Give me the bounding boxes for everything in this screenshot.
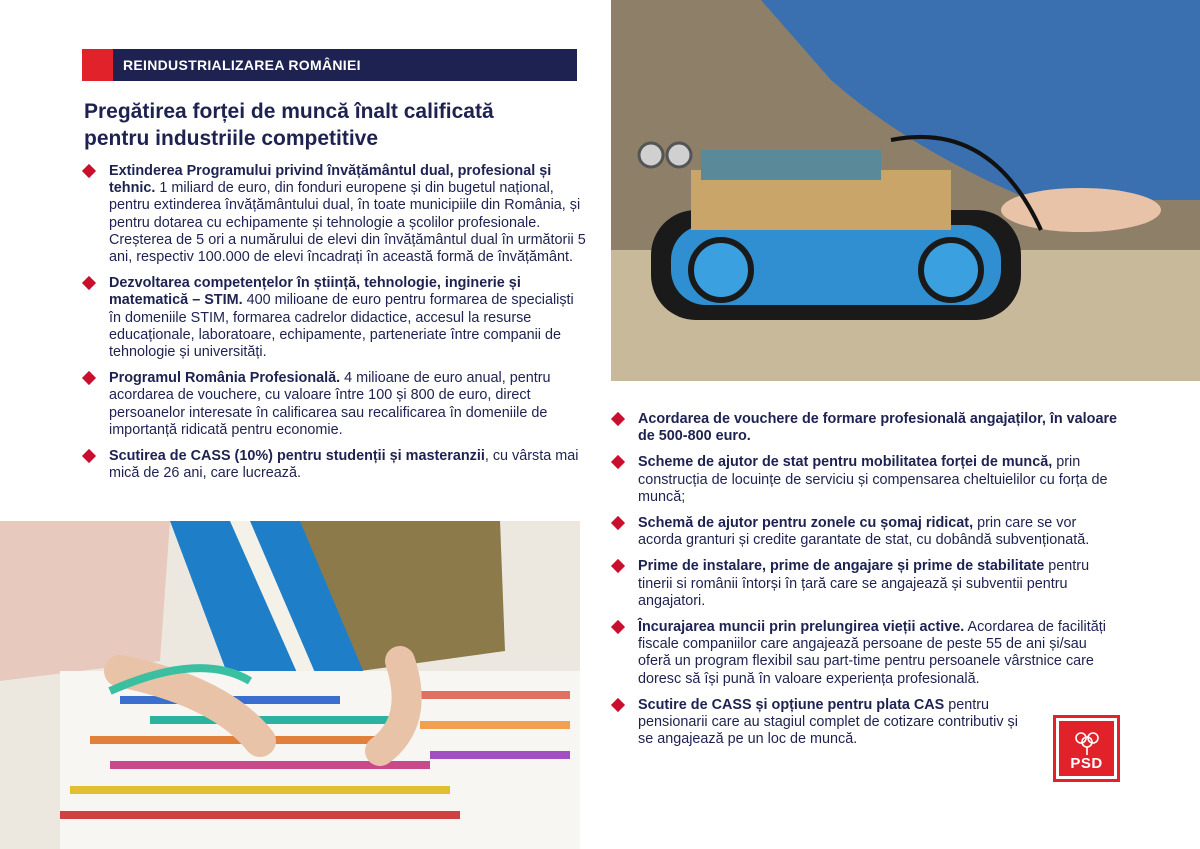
list-item (82, 370, 587, 439)
bullet-heading: Extinderea Programului privind învățământul dual, profesional și tehnic. (109, 163, 552, 197)
list-item (82, 163, 587, 266)
banner-navy-block (113, 49, 577, 81)
diamond-bullet-icon (611, 620, 625, 634)
bullet-text: prin construcția de locuințe de serviciu și compensarea cheltuielilor cu forța de muncă; (638, 454, 1108, 505)
rose-icon (1073, 731, 1101, 755)
bullet-text: 4 milioane de euro anual, pentru acordarea de vouchere, cu valoare între 100 și 800 de euro, direct persoanelor interesate în calificarea sau recalificarea în domeniile de importanță ridicată pentru economie. (109, 370, 551, 438)
bullet-heading: Scutirea de CASS (10%) pentru studenții și masteranzii (109, 448, 485, 465)
list-item (611, 558, 1121, 610)
list-item (611, 411, 1121, 445)
bullet-heading: Scutire de CASS și opțiune pentru plata CAS (638, 696, 945, 713)
bullet-text: pentru tinerii si românii întorși în țară care se angajează și subventii pentru angajatori. (638, 558, 1090, 609)
bullet-heading: Scheme de ajutor de stat pentru mobilitatea forței de muncă, (638, 454, 1053, 471)
page-title: Pregătirea forței de muncă înalt calificată pentru industriile competitive (84, 100, 494, 150)
diamond-bullet-icon (82, 449, 96, 463)
bullet-heading: Dezvoltarea competențelor în știință, tehnologie, inginerie și matematică – STIM. (109, 275, 521, 309)
list-item (611, 454, 1121, 506)
left-bullet-list (82, 163, 587, 491)
diamond-bullet-icon (611, 412, 625, 426)
diamond-bullet-icon (82, 371, 96, 385)
list-item (611, 619, 1121, 688)
bullet-text: prin care se vor acorda granturi și credite garantate de stat, cu dobândă subvenționată. (638, 515, 1090, 549)
list-item (611, 515, 1121, 549)
diamond-bullet-icon (611, 516, 625, 530)
psd-logo-inner (1059, 721, 1114, 776)
bullet-heading: Încurajarea muncii prin prelungirea vieții active. (638, 619, 965, 636)
robot-photo (611, 0, 1200, 381)
bullet-text: pentru pensionarii care au stagiul complet de cotizare contributiv și se angajează pe un loc de muncă. (638, 696, 1018, 748)
diamond-bullet-icon (611, 698, 625, 712)
bullet-heading: Prime de instalare, prime de angajare și prime de stabilitate (638, 558, 1045, 575)
psd-logo (1053, 715, 1120, 782)
list-item (611, 697, 1031, 749)
bullet-text: Acordarea de facilități fiscale companiilor care angajează persoane de peste 55 de ani și/sau oferă un program flexibil sau part-time pentru persoanele vârstnice care doresc să își pună în valoare experiența profesională. (638, 619, 1106, 687)
list-item (82, 448, 587, 482)
right-bullet-list (611, 411, 1121, 757)
bullet-heading: Programul România Profesională. (109, 370, 341, 387)
diamond-bullet-icon (82, 164, 96, 178)
list-item (82, 275, 587, 361)
diamond-bullet-icon (611, 559, 625, 573)
bullet-text: 1 miliard de euro, din fonduri europene și din bugetul național, pentru extinderea învățământului dual, în toate municipiile din România, și pentru dotarea cu echipamente și tehnologie a școlilor profesionale. Creșterea de 5 ori a numărului de elevi din învățământul dual în următorii 5 ani, respectiv 100.000 de elevi încadrați în această formă de învățământ. (109, 180, 586, 266)
diamond-bullet-icon (611, 455, 625, 469)
diamond-bullet-icon (82, 276, 96, 290)
robot-illustration (611, 0, 1200, 381)
section-banner (82, 49, 577, 81)
bullet-heading: Acordarea de vouchere de formare profesională angajaților, în valoare de 500-800 euro. (638, 411, 1118, 445)
logo-text: PSD (1070, 755, 1103, 772)
bullet-heading: Schemă de ajutor pentru zonele cu șomaj ridicat, (638, 515, 974, 532)
banner-red-block (82, 49, 113, 81)
bullet-text: 400 milioane de euro pentru formarea de specialiști în domeniile STIM, formarea cadrelor didactice, accesul la resurse educaționale, laboratoare, echipamente, parteneriate între companii de tehnologie și universități. (109, 292, 574, 361)
tailoring-photo (0, 521, 580, 849)
bullet-text: , cu vârsta mai mică de 26 ani, care lucrează. (109, 448, 579, 482)
banner-title: REINDUSTRIALIZAREA ROMÂNIEI (123, 57, 361, 73)
tailoring-illustration (0, 521, 580, 849)
